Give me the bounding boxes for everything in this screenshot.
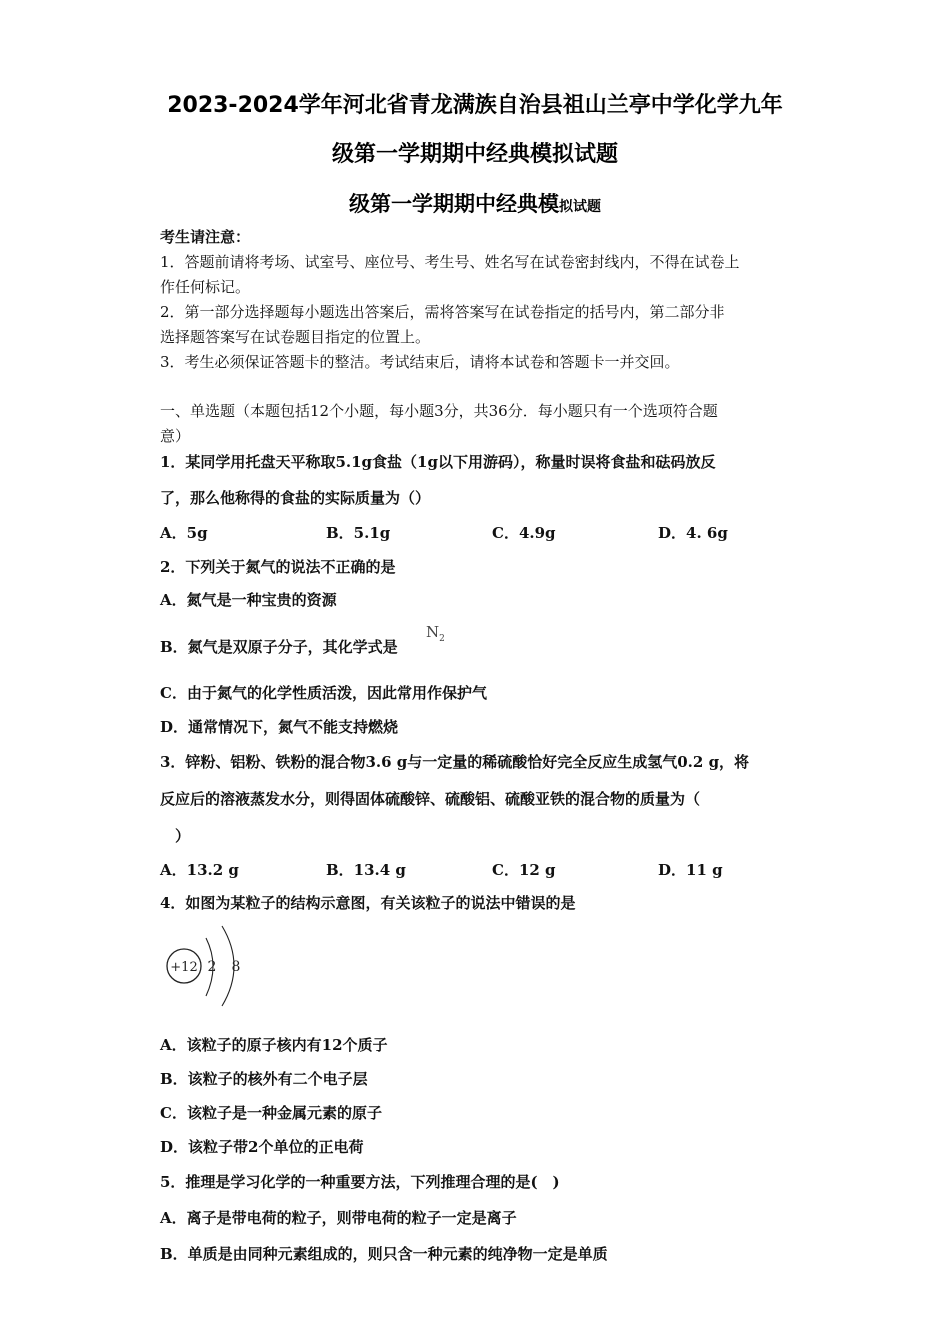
question-4-option-b: B．该粒子的核外有二个电子层 — [160, 1070, 368, 1088]
question-3-option-c: C．12 g — [492, 861, 556, 879]
exam-title-line-1: 2023-2024学年河北省青龙满族自治县祖山兰亭中学化学九年 — [167, 93, 783, 118]
nucleus-charge: +12 — [170, 960, 198, 975]
question-1-stem-cont: 了，那么他称得的食盐的实际质量为（） — [160, 489, 431, 507]
question-4-stem: 4．如图为某粒子的结构示意图，有关该粒子的说法中错误的是 — [160, 894, 576, 912]
question-5-option-b: B．单质是由同种元素组成的，则只含一种元素的纯净物一定是单质 — [160, 1245, 608, 1263]
notice-heading: 考生请注意： — [160, 228, 251, 246]
question-1-option-b: B．5.1g — [326, 524, 391, 542]
question-3-stem-cont: 反应后的溶液蒸发水分，则得固体硫酸锌、硫酸铝、硫酸亚铁的混合物的质量为（ — [160, 790, 701, 808]
question-1-option-d: D．4. 6g — [658, 524, 728, 542]
question-1-option-c: C．4.9g — [492, 524, 556, 542]
question-2-option-a: A．氮气是一种宝贵的资源 — [160, 591, 337, 609]
section-heading: 一、单选题（本题包括12个小题，每小题3分，共36分．每小题只有一个选项符合题 — [160, 402, 718, 420]
notice-item: 2．第一部分选择题每小题选出答案后，需将答案写在试卷指定的括号内，第二部分非 — [160, 303, 725, 321]
question-3-stem: 3．锌粉、铝粉、铁粉的混合物3.6 g与一定量的稀硫酸恰好完全反应生成氢气0.2 g，将 — [160, 753, 750, 771]
shell-2-electrons: 8 — [231, 959, 241, 975]
n2-formula — [426, 623, 445, 644]
question-3-stem-end: ） — [175, 827, 191, 845]
exam-title-line-3-small: 拟试题 — [559, 199, 601, 215]
notice-item: 3．考生必须保证答题卡的整洁。考试结束后，请将本试卷和答题卡一并交回。 — [160, 353, 680, 371]
exam-title-line-2: 级第一学期期中经典模拟试题 — [331, 142, 618, 167]
question-2-option-b: B．氮气是双原子分子，其化学式是 — [160, 638, 398, 656]
atomic-structure-diagram — [160, 920, 260, 1010]
section-heading-cont: 意） — [160, 427, 191, 445]
question-4-option-a: A．该粒子的原子核内有12个质子 — [160, 1036, 388, 1054]
notice-item: 选择题答案写在试卷题目指定的位置上。 — [160, 328, 431, 346]
question-2-option-c: C．由于氮气的化学性质活泼，因此常用作保护气 — [160, 684, 487, 702]
question-5-stem: 5．推理是学习化学的一种重要方法，下列推理合理的是( ) — [160, 1173, 560, 1191]
question-4-option-d: D．该粒子带2个单位的正电荷 — [160, 1138, 364, 1156]
exam-title-line-3-main: 级第一学期期中经典模 — [349, 192, 559, 216]
question-3-option-b: B．13.4 g — [326, 861, 406, 879]
notice-item: 作任何标记。 — [160, 278, 251, 296]
n2-formula-symbol: N — [426, 623, 440, 641]
question-5-option-a: A．离子是带电荷的粒子，则带电荷的粒子一定是离子 — [160, 1209, 517, 1227]
question-2-option-d: D．通常情况下，氮气不能支持燃烧 — [160, 718, 399, 736]
question-3-option-d: D．11 g — [658, 861, 723, 879]
question-1-stem: 1．某同学用托盘天平称取5.1g食盐（1g以下用游码），称量时误将食盐和砝码放反 — [160, 453, 716, 471]
shell-1-electrons: 2 — [207, 959, 217, 975]
notice-item: 1．答题前请将考场、试室号、座位号、考生号、姓名写在试卷密封线内，不得在试卷上 — [160, 253, 740, 271]
question-4-option-c: C．该粒子是一种金属元素的原子 — [160, 1104, 382, 1122]
n2-formula-subscript: 2 — [439, 634, 445, 644]
question-2-stem: 2．下列关于氮气的说法不正确的是 — [160, 558, 396, 576]
question-3-option-a: A．13.2 g — [160, 861, 239, 879]
question-1-option-a: A．5g — [160, 524, 208, 542]
exam-title-line-3 — [0, 188, 950, 218]
